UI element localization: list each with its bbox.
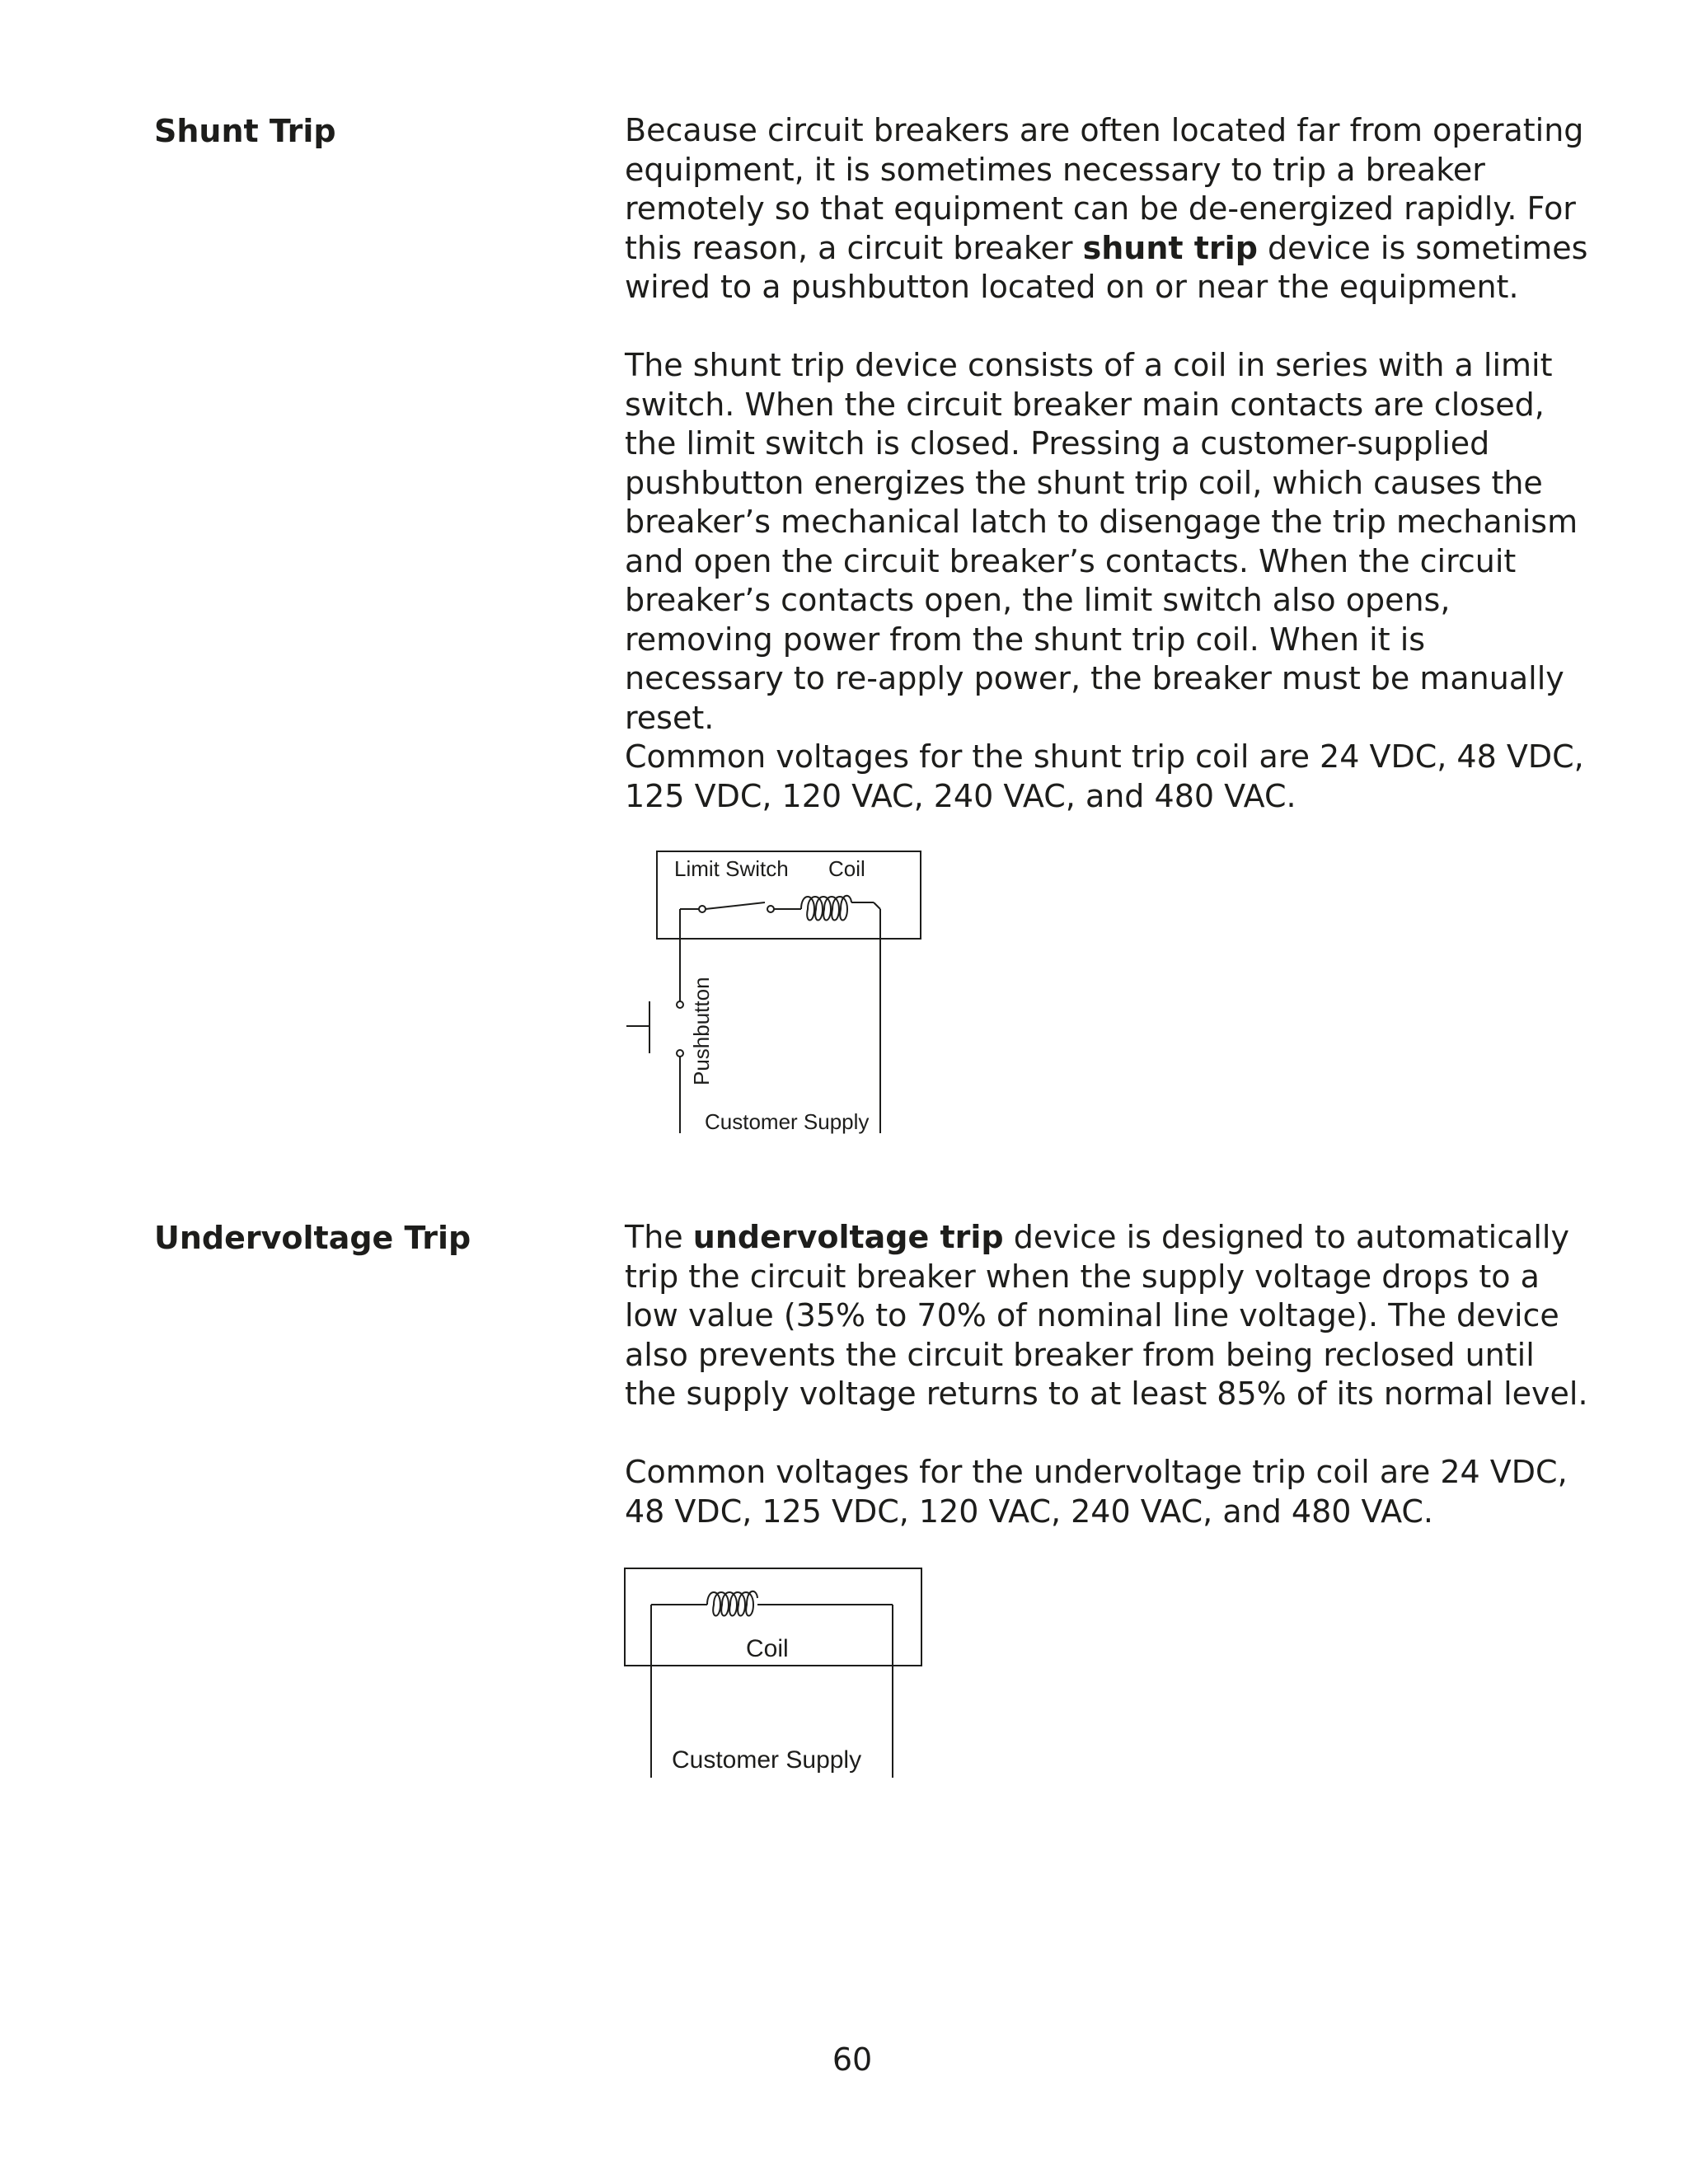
text-segment: Common voltages for the shunt trip coil are 24 VDC, 48 VDC, 125 VDC, 120 VAC, 240 VAC, and 480 VAC. [625, 738, 1584, 814]
shunt-trip-wiring-diagram [618, 845, 931, 1141]
limit-switch-label: Limit Switch [674, 856, 789, 881]
paragraph [625, 346, 1589, 738]
coil-label: Coil [828, 856, 865, 881]
coil-symbol [707, 1591, 757, 1616]
customer-supply-label: Customer Supply [705, 1109, 870, 1134]
pushbutton-label: Pushbutton [689, 977, 714, 1085]
text-segment: Common voltages for the undervoltage trip coil are 24 VDC, 48 VDC, 125 VDC, 120 VAC, 240 VAC, and 480 VAC. [625, 1454, 1568, 1530]
paragraph [625, 738, 1589, 816]
text-segment: Because circuit breakers are often located far from operating equipment, it is sometimes necessary to trip a breaker remotely so that equipment can be de-energized rapidly. For this reason, a circuit breaker [625, 112, 1584, 266]
section-heading-undervoltage-trip: Undervoltage Trip [154, 1220, 471, 1256]
undervoltage-trip-wiring-diagram [618, 1562, 931, 1793]
bold-term: shunt trip [1082, 229, 1258, 266]
coil-label: Coil [746, 1635, 789, 1662]
text-segment: device is sometimes wired to a pushbutton located on or near the equipment. [625, 229, 1588, 305]
section-heading-shunt-trip: Shunt Trip [154, 113, 336, 149]
page-number: 60 [832, 2041, 873, 2078]
paragraph [625, 1453, 1589, 1531]
text-segment: The [625, 1219, 693, 1255]
text-segment: The shunt trip device consists of a coil in series with a limit switch. When the circuit breaker main contacts are closed, the limit switch is closed. Pressing a customer-supplied pushbutton energizes the shunt trip coil, which causes the breaker’s mechanical latch to disengage the trip mechanism and open the circuit breaker’s contacts. When the circuit breaker’s contacts open, the limit switch also opens, removing power from the shunt trip coil. When it is necessary to re-apply power, the breaker must be manually reset. [625, 347, 1578, 736]
text-segment: device is designed to automatically trip the circuit breaker when the supply voltage drops to a low value (35% to 70% of nominal line voltage). The device also prevents the circuit breaker from being reclosed until the supply voltage returns to at least 85% of its normal level. [625, 1219, 1588, 1412]
paragraph [625, 111, 1589, 307]
paragraph [625, 1218, 1589, 1414]
limit-switch-symbol [706, 902, 765, 909]
bold-term: undervoltage trip [692, 1219, 1004, 1255]
customer-supply-label: Customer Supply [672, 1746, 862, 1774]
coil-symbol [801, 896, 851, 921]
